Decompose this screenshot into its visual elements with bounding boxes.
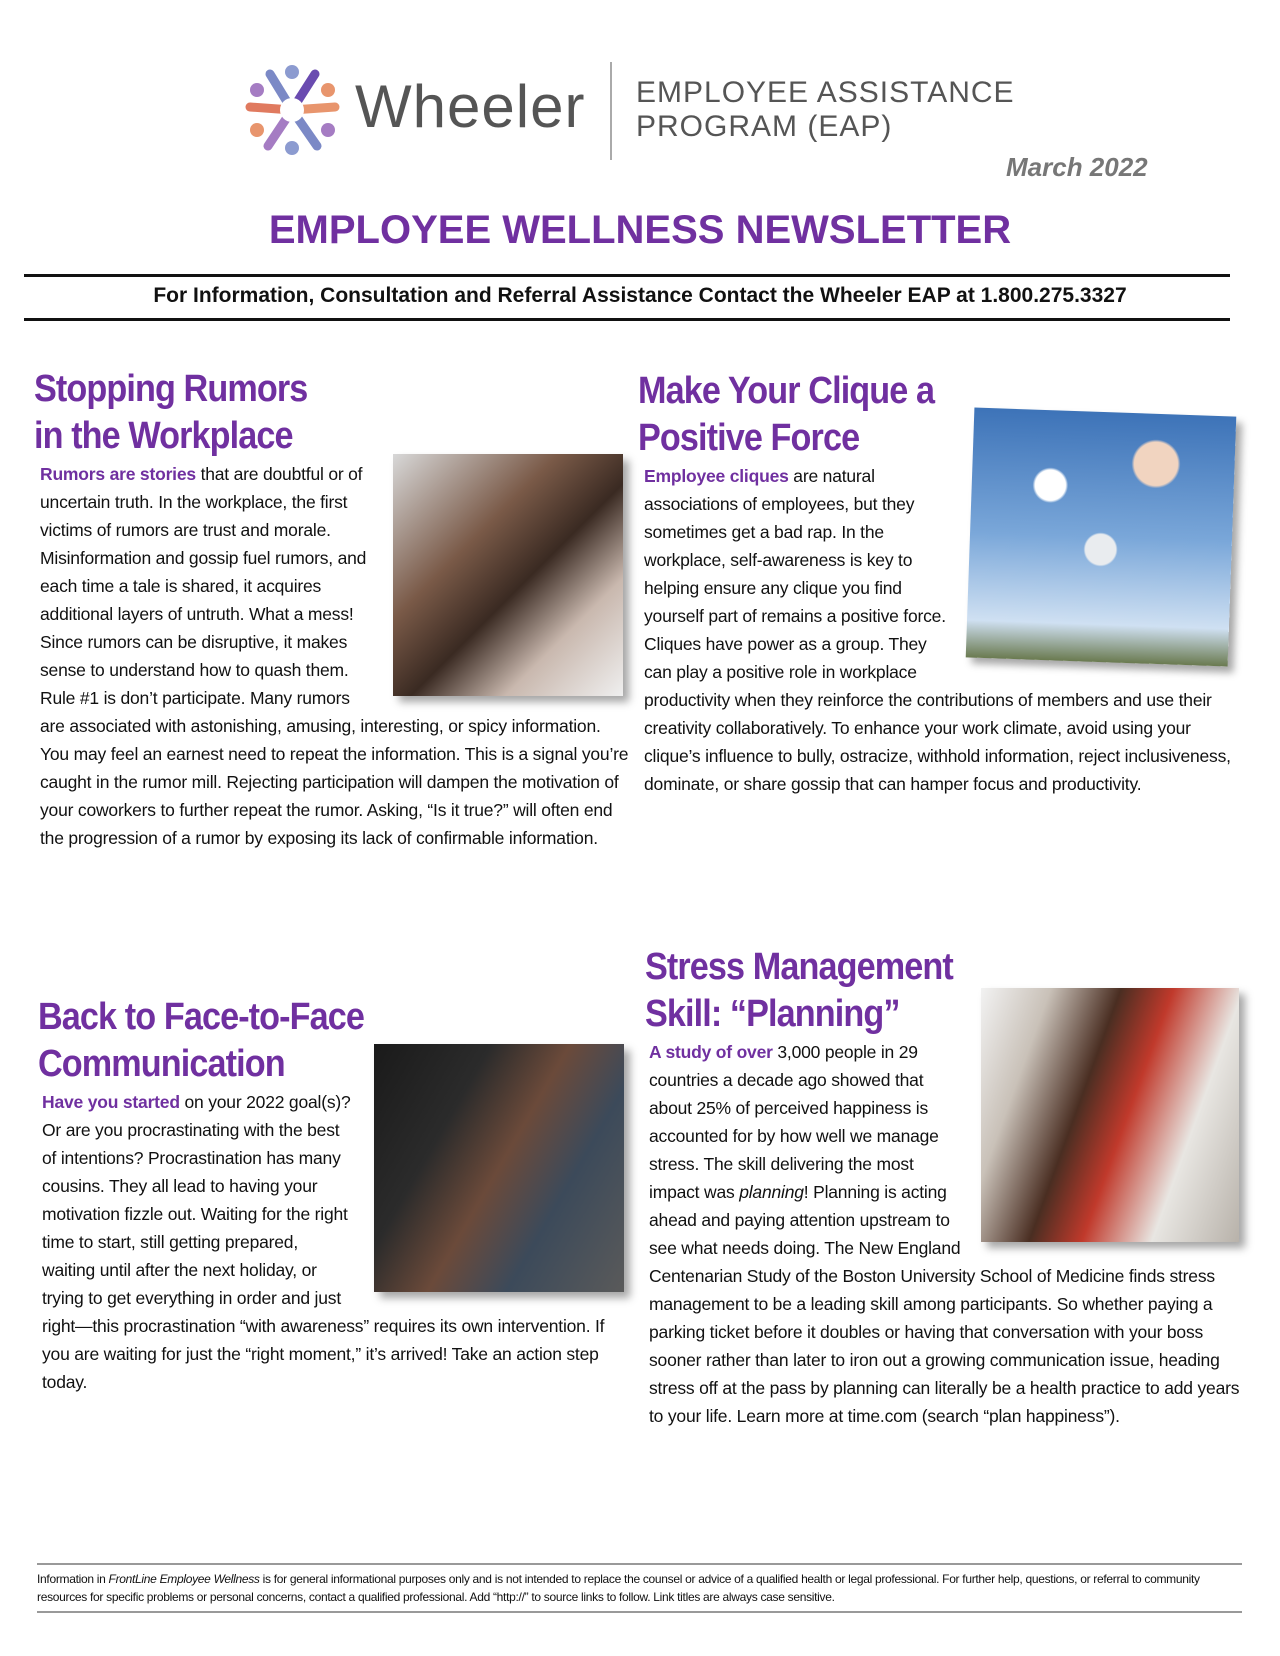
article-body: Rumors are stories that are doubtful or of uncertain truth. In the workplace, the first victims of rumors are trust and morale. Misinformation and gossip fuel rumors, and each time a tale is shared, it acquires additional layers of untruth. What a mess! Since rumors can be disruptive, it makes sense to understand how to quash them. Rule #1 is don’t participate. Many rumors are associated with astonishing, amusing, interesting, or spicy information. You may feel an earnest need to repeat the information. This is a signal you’re caught in the rumor mill. Rejecting participation will dampen the motivation of your coworkers to further repeat the rumor. Asking, “Is it true?” will often end the progression of a rumor by exposing its lack of confirmable information. — [34, 460, 629, 852]
contact-line: For Information, Consultation and Referral Assistance Contact the Wheeler EAP at 1.800.275.3327 — [153, 284, 1127, 307]
article-heading: Make Your Clique a Positive Force — [638, 370, 935, 459]
article-stress-planning — [645, 944, 1245, 1430]
article-stopping-rumors — [34, 366, 629, 852]
program-line-1: EMPLOYEE ASSISTANCE — [636, 76, 1015, 109]
article-heading: Back to Face-to-Face Communication — [38, 996, 365, 1085]
article-face-to-face — [38, 994, 630, 1396]
article-body: Employee cliques are natural associations of employees, but they sometimes get a bad rap. In the workplace, self-awareness is key to helping ensure any clique you find yourself part of remains a positive force. Cliques have power as a group. They can play a positive role in workplace productivity when they reinforce the contributions of members and use their creativity collaboratively. To enhance your work climate, avoid using your clique’s influence to bully, ostracize, withhold information, reject inclusiveness, dominate, or share gossip that can hamper focus and productivity. — [638, 462, 1238, 798]
article-heading: Stopping Rumors in the Workplace — [34, 368, 308, 457]
article-body: Have you started on your 2022 goal(s)? Or are you procrastinating with the best of intentions? Procrastination has many cousins. They all lead to having your motivation fizzle out. Waiting for the right time to start, still getting prepared, waiting until after the next holiday, or trying to get everything in order and just right—this procrastination “with awareness” requires its own intervention. If you are waiting for just the “right moment,” it’s arrived! Take an action step today. — [38, 1088, 630, 1396]
program-name — [636, 76, 1015, 144]
contact-bottom-rule — [24, 318, 1230, 321]
newsletter-title: EMPLOYEE WELLNESS NEWSLETTER — [268, 208, 1012, 252]
logo-divider — [610, 62, 612, 160]
program-line-2: PROGRAM (EAP) — [636, 110, 893, 143]
footer-top-rule — [37, 1563, 1242, 1565]
footer-disclaimer: Information in FrontLine Employee Wellness is for general informational purposes only and is not intended to replace the counsel or advice of a qualified health or legal professional. For further help, questions, or referral to community resources for specific problems or personal concerns, contact a qualified professional. Add “http://” to source links to follow. Link titles are always case sensitive. — [37, 1572, 1200, 1604]
article-body: A study of over 3,000 people in 29 countries a decade ago showed that about 25% of perceived happiness is accounted for by how well we manage stress. The skill delivering the most impact was planning! Planning is acting ahead and paying attention upstream to see what needs doing. The New England Centenarian Study of the Boston University School of Medicine finds stress management to be a leading skill among participants. So whether paying a parking ticket before it doubles or having that conversation with your boss sooner rather than later to iron out a growing communication issue, heading stress off at the pass by planning can literally be a health practice to add years to your life. Learn more at time.com (search “plan happiness”). — [645, 1038, 1245, 1430]
wheeler-logo-icon — [240, 62, 345, 157]
logo-text: Wheeler — [355, 73, 586, 140]
article-clique — [638, 368, 1238, 798]
photo-whispering-couple — [393, 454, 623, 696]
issue-date: March 2022 — [1006, 152, 1148, 182]
footer-bottom-rule — [37, 1611, 1242, 1613]
top-rule — [24, 274, 1230, 277]
photo-social-network — [966, 408, 1237, 667]
article-heading: Stress Management Skill: “Planning” — [645, 946, 953, 1035]
